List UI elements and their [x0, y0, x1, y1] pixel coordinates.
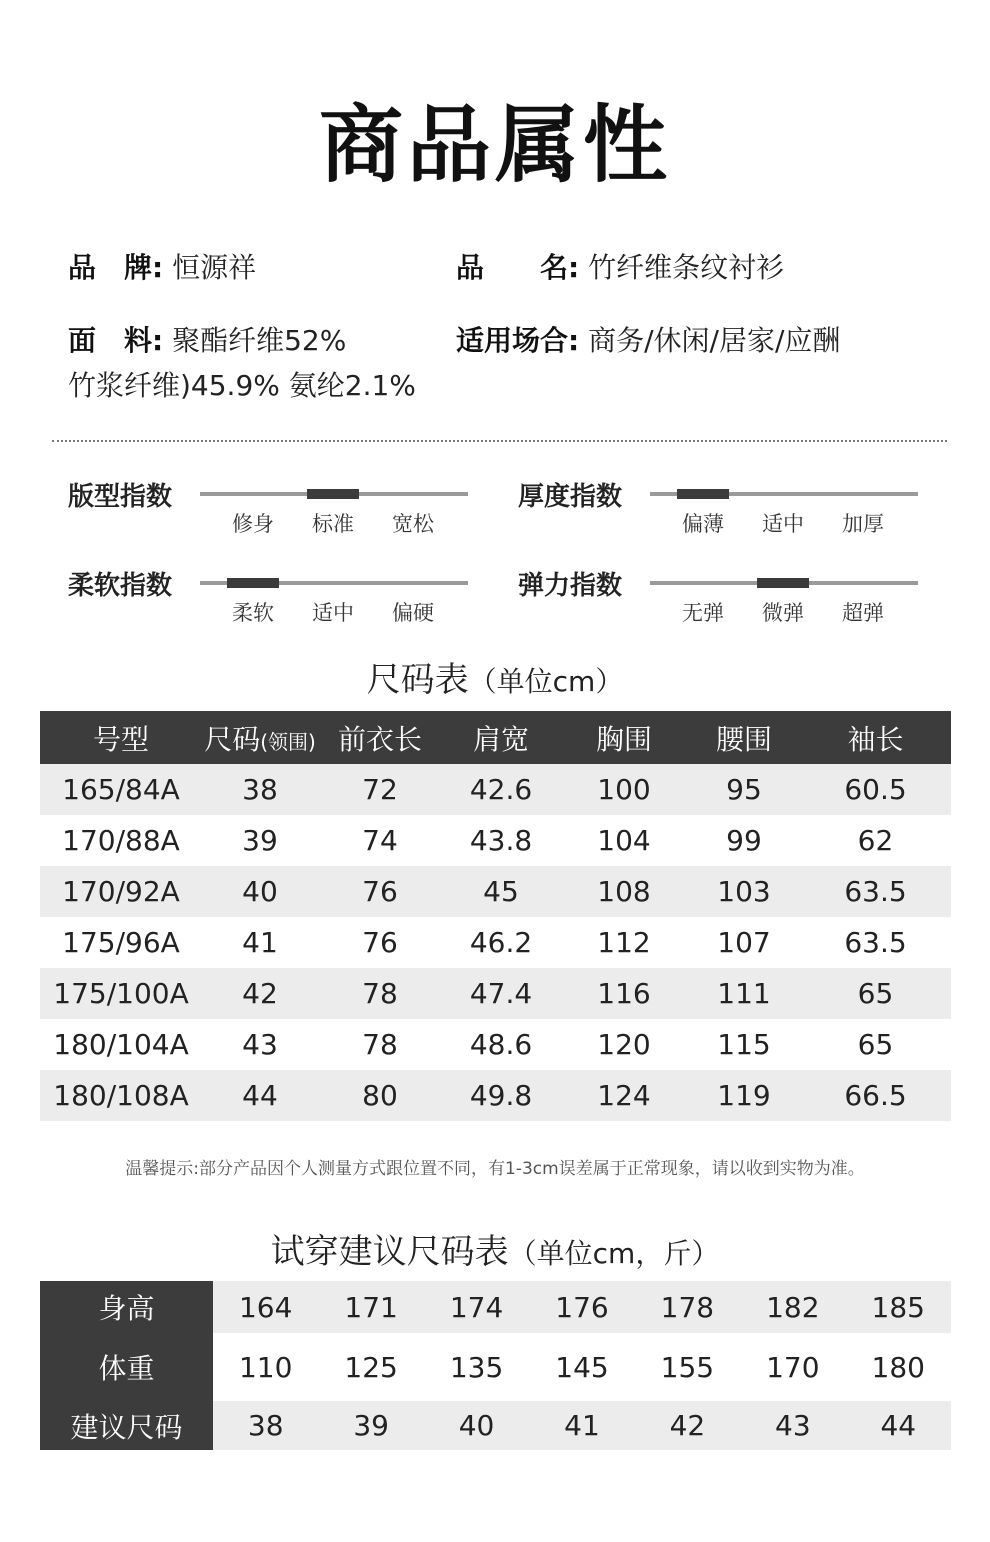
table-cell: 42.6 [442, 764, 560, 815]
table-cell: 63.5 [844, 926, 907, 959]
attr-material [68, 319, 346, 359]
recommend-cell: 178 [635, 1281, 740, 1333]
index-option: 微弹 [762, 601, 804, 625]
recommend-cell: 135 [449, 1350, 504, 1384]
table-cell: 72 [318, 764, 442, 815]
index-label: 柔软指数 [68, 571, 173, 601]
recommend-table-unit: （单位cm，斤） [508, 1237, 720, 1270]
attr-occasion-label: 适用场合: [456, 324, 580, 357]
divider [52, 440, 947, 442]
index-option: 宽松 [392, 512, 434, 536]
index-option: 加厚 [842, 512, 884, 536]
table-cell: 95 [688, 764, 800, 815]
attr-material-label: 面 料: [68, 324, 164, 357]
index-track [200, 492, 468, 496]
page-title: 商品属性 [318, 96, 671, 194]
table-cell: 165/84A [40, 764, 202, 815]
index-option: 适中 [762, 512, 804, 536]
recommend-cell: 41 [529, 1401, 634, 1450]
index-marker [307, 489, 359, 499]
index-marker [677, 489, 729, 499]
recommend-row-label: 体重 [40, 1333, 213, 1401]
header-neck-label: (领围) [260, 729, 316, 754]
recommend-cell: 110 [238, 1350, 293, 1384]
table-cell: 38 [202, 764, 318, 815]
recommend-cell: 44 [846, 1401, 951, 1450]
recommend-row [40, 1281, 951, 1333]
table-cell: 60.5 [800, 764, 951, 815]
recommend-cell: 43 [740, 1401, 845, 1450]
table-cell: 43 [242, 1028, 278, 1061]
recommend-cell: 42 [635, 1401, 740, 1450]
table-cell: 62 [857, 824, 894, 857]
size-table-unit: （单位cm） [468, 665, 624, 698]
table-cell: 41 [242, 926, 278, 959]
index-option: 适中 [312, 601, 354, 625]
index-option: 超弹 [842, 601, 884, 625]
table-cell: 80 [318, 1070, 442, 1121]
table-row [40, 866, 951, 917]
table-cell: 120 [597, 1028, 651, 1061]
table-cell: 175/96A [62, 926, 180, 959]
attr-name [456, 246, 784, 286]
header-cell: 袖长 [800, 711, 951, 764]
header-cell: 号型 [40, 711, 202, 764]
attr-material-value: 聚酯纤维52% [172, 324, 347, 357]
table-cell: 78 [318, 968, 442, 1019]
index-marker [757, 578, 809, 588]
attr-brand [68, 246, 256, 286]
index-option: 修身 [232, 512, 274, 536]
table-cell: 119 [688, 1070, 800, 1121]
table-cell: 107 [717, 926, 771, 959]
table-cell: 116 [560, 968, 688, 1019]
index-elasticity [518, 565, 938, 635]
table-cell: 39 [242, 824, 278, 857]
recommend-row [40, 1333, 951, 1401]
tip-text: 温馨提示:部分产品因个人测量方式跟位置不同，有1-3cm误差属于正常现象，请以收到实物为准。 [125, 1159, 865, 1179]
table-cell: 48.6 [469, 1028, 533, 1061]
index-fit [68, 476, 488, 546]
header-cell: 腰围 [688, 711, 800, 764]
table-cell: 170/92A [40, 866, 202, 917]
recommend-table [40, 1281, 951, 1450]
table-cell: 46.2 [469, 926, 533, 959]
table-cell: 76 [318, 866, 442, 917]
table-row [40, 1019, 951, 1070]
table-cell: 112 [597, 926, 651, 959]
index-label: 弹力指数 [518, 571, 623, 601]
recommend-cell: 155 [660, 1350, 715, 1384]
recommend-table-title [0, 1224, 990, 1273]
attr-occasion-value: 商务/休闲/居家/应酬 [588, 324, 841, 357]
index-marker [227, 578, 279, 588]
size-table-title-text: 尺码表 [366, 660, 469, 700]
recommend-cell: 176 [529, 1281, 634, 1333]
table-cell: 47.4 [442, 968, 560, 1019]
recommend-cell: 39 [318, 1401, 423, 1450]
table-cell: 76 [362, 926, 398, 959]
index-track [650, 492, 918, 496]
table-cell: 66.5 [800, 1070, 951, 1121]
table-cell: 40 [202, 866, 318, 917]
table-cell: 124 [560, 1070, 688, 1121]
attr-name-value: 竹纤维条纹衬衫 [588, 251, 785, 284]
index-track [200, 581, 468, 585]
index-label: 版型指数 [68, 482, 173, 512]
header-cell [202, 711, 318, 764]
table-cell: 175/100A [40, 968, 202, 1019]
index-option: 标准 [312, 512, 354, 536]
index-label: 厚度指数 [518, 482, 623, 512]
index-option: 柔软 [232, 601, 274, 625]
table-cell: 180/108A [40, 1070, 202, 1121]
attr-brand-value: 恒源祥 [172, 251, 257, 284]
table-row [40, 968, 951, 1019]
index-softness [68, 565, 488, 635]
table-cell: 44 [202, 1070, 318, 1121]
recommend-cell: 171 [318, 1281, 423, 1333]
attr-occasion [456, 319, 840, 359]
recommend-cell: 185 [846, 1281, 951, 1333]
index-option: 无弹 [682, 601, 724, 625]
table-cell: 111 [688, 968, 800, 1019]
table-cell: 180/104A [53, 1028, 189, 1061]
table-row [40, 1070, 951, 1121]
recommend-cell: 182 [740, 1281, 845, 1333]
table-cell: 43.8 [469, 824, 533, 857]
index-option: 偏薄 [682, 512, 724, 536]
recommend-cell: 180 [871, 1350, 925, 1384]
table-cell: 115 [717, 1028, 771, 1061]
header-cell: 胸围 [560, 711, 688, 764]
recommend-cell: 145 [555, 1350, 609, 1384]
table-row [40, 815, 951, 866]
header-size-label: 尺码 [204, 722, 261, 756]
table-cell: 99 [726, 824, 762, 857]
header-cell: 肩宽 [442, 711, 560, 764]
header-cell: 前衣长 [318, 711, 442, 764]
recommend-cell: 125 [344, 1350, 398, 1384]
size-table-header [40, 711, 951, 764]
recommend-cell: 164 [213, 1281, 318, 1333]
attr-name-label: 品 名: [456, 251, 580, 284]
recommend-cell: 170 [766, 1350, 820, 1384]
index-track [650, 581, 918, 585]
table-cell: 49.8 [442, 1070, 560, 1121]
size-table [40, 711, 951, 1121]
recommend-cell: 40 [424, 1401, 529, 1450]
table-cell: 104 [597, 824, 651, 857]
table-cell: 65 [800, 968, 951, 1019]
table-cell: 63.5 [800, 866, 951, 917]
table-cell: 170/88A [62, 824, 180, 857]
recommend-cell: 38 [213, 1401, 318, 1450]
recommend-row [40, 1401, 951, 1450]
size-table-title [0, 652, 990, 701]
table-cell: 65 [857, 1028, 894, 1061]
table-cell: 100 [560, 764, 688, 815]
attr-material-line2: 竹浆纤维)45.9% 氨纶2.1% [68, 369, 416, 402]
table-row [40, 764, 951, 815]
recommend-row-label: 建议尺码 [40, 1401, 213, 1450]
recommend-cell: 174 [424, 1281, 529, 1333]
attr-brand-label: 品 牌: [68, 251, 164, 284]
index-thickness [518, 476, 938, 546]
table-row [40, 917, 951, 968]
table-cell: 78 [362, 1028, 398, 1061]
table-cell: 42 [202, 968, 318, 1019]
recommend-table-title-text: 试穿建议尺码表 [270, 1232, 509, 1272]
recommend-row-label: 身高 [40, 1281, 213, 1333]
table-cell: 74 [362, 824, 398, 857]
index-option: 偏硬 [392, 601, 434, 625]
table-cell: 108 [560, 866, 688, 917]
table-cell: 45 [442, 866, 560, 917]
table-cell: 103 [688, 866, 800, 917]
